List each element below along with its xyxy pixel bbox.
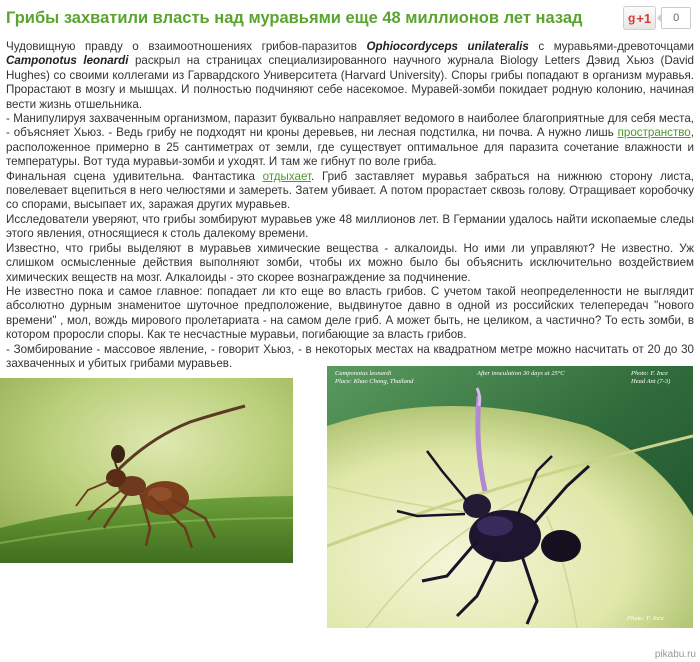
text-fragment: - Манипулируя захваченным организмом, паразит буквально направляет ведомого в наиболее благоприятные для себя места, - объясняет Хьюз. - Ведь грибу не подходят ни кроны деревьев, ни лесная подстилка, ни почва. А нужно лишь — [6, 112, 694, 140]
paragraph-1 — [6, 40, 694, 112]
article-title: Грибы захватили власть над муравьями еще 48 миллионов лет назад — [6, 9, 583, 27]
paragraph-3 — [6, 170, 694, 213]
text-fragment: с муравьями-древоточцами — [528, 40, 694, 53]
link-space[interactable]: пространство — [617, 126, 691, 140]
species-name-fungus: Ophiocordyceps unilateralis — [366, 40, 529, 53]
paragraph-7: - Зомбирование - массовое явление, - говорит Хьюз, - в некоторых местах на квадратном метре можно насчитать от 20 до 30 захваченных и убитых грибами муравьев. — [6, 342, 694, 370]
paragraph-4: Исследователи уверяют, что грибы зомбируют муравьев уже 48 миллионов лет. В Германии удалось найти ископаемые следы этого явления, относящиеся к столь далекому времени. — [6, 212, 694, 241]
ant-fungus-photo-1 — [0, 378, 293, 563]
species-name-ant: Camponotus leonardi — [6, 54, 129, 68]
ant-fungus-illustration-2 — [327, 366, 693, 628]
text-fragment: . Гриб заставляет муравья забраться на нижнюю сторону листа, повелевает вцепиться в него челюстями и замереть. Затем убивает. А потом прорастает сквозь голову. Отращивает коробочку со спорами, высыпает их, заражая других муравьев. — [6, 169, 694, 212]
image-caption-photo-credit: Photo: F. Ince — [627, 615, 664, 622]
ant-fungus-illustration-1 — [0, 378, 293, 563]
image-caption-place: Place: Khao Chong, Thailand — [335, 378, 414, 385]
ant-fungus-photo-2 — [327, 366, 693, 628]
text-fragment: раскрыл на страницах специализированного научного журнала Biology Letters Дэвид Хьюз (David Hughes) со своими коллегами из Гарвардского Университета (Harvard University). Споры грибы попадают в организм муравья. Прорастают в мозгу и мышцах. И полностью подчиняют себе насекомое. Муравей-зомби покидает родную колонию, начиная вести жизнь отшельника. — [6, 54, 695, 111]
gplus-g-icon: g — [628, 11, 636, 25]
gplus-plus-label: +1 — [636, 10, 652, 26]
gplus-count: 0 — [661, 7, 691, 29]
text-fragment: , расположенное примерно в 25 сантиметрах от земли, где существует оптимальное для паразита сочетание влажности и температуры. Вот туда муравьи-зомби и уходят. И там же гибнут по воле гриба. — [6, 126, 694, 169]
article-header — [6, 6, 694, 34]
text-fragment: Чудовищную правду о взаимоотношениях грибов-паразитов — [6, 40, 367, 53]
site-watermark: pikabu.ru — [654, 649, 696, 660]
image-caption-inoculation: After inoculation 30 days at 25°C — [477, 370, 565, 377]
image-caption-head: Head Ant (7-3) — [631, 378, 671, 385]
gplus-widget — [623, 6, 691, 30]
text-fragment: Финальная сцена удивительна. Фантастика — [6, 169, 263, 183]
paragraph-2 — [6, 112, 694, 170]
paragraph-5: Известно, что грибы выделяют в муравьев химические вещества - алкалоиды. Но ими ли управляют? Не известно. Уж слишком осмысленные действия выполняют зомби, чтобы их можно было бы объяснить исключительно воздействием химических веществ на мозг. Алкалоиды - это скорее вознаграждение за подчинение. — [6, 241, 694, 284]
article-body — [6, 40, 694, 371]
image-caption-photo: Photo: F. Ince — [631, 370, 668, 377]
image-caption-species: Camponotus leonardi — [335, 370, 392, 377]
gplus-button[interactable] — [623, 6, 656, 30]
link-rest[interactable]: отдыхает — [262, 169, 312, 183]
paragraph-6: Не известно пока и самое главное: попадает ли кто еще во власть грибов. С учетом такой неопределенности не выглядит абсолютно дурным знаменитое шуточное предположение, выдвинутое давно в одной из российских телепередач "нового времени" , мол, вождь мирового пролетариата - на самом деле гриб. А может быть, не целиком, а частично? То есть зомби, в котором проросли споры. Как те несчастные муравьи, погибающие за власть грибов. — [6, 284, 694, 342]
